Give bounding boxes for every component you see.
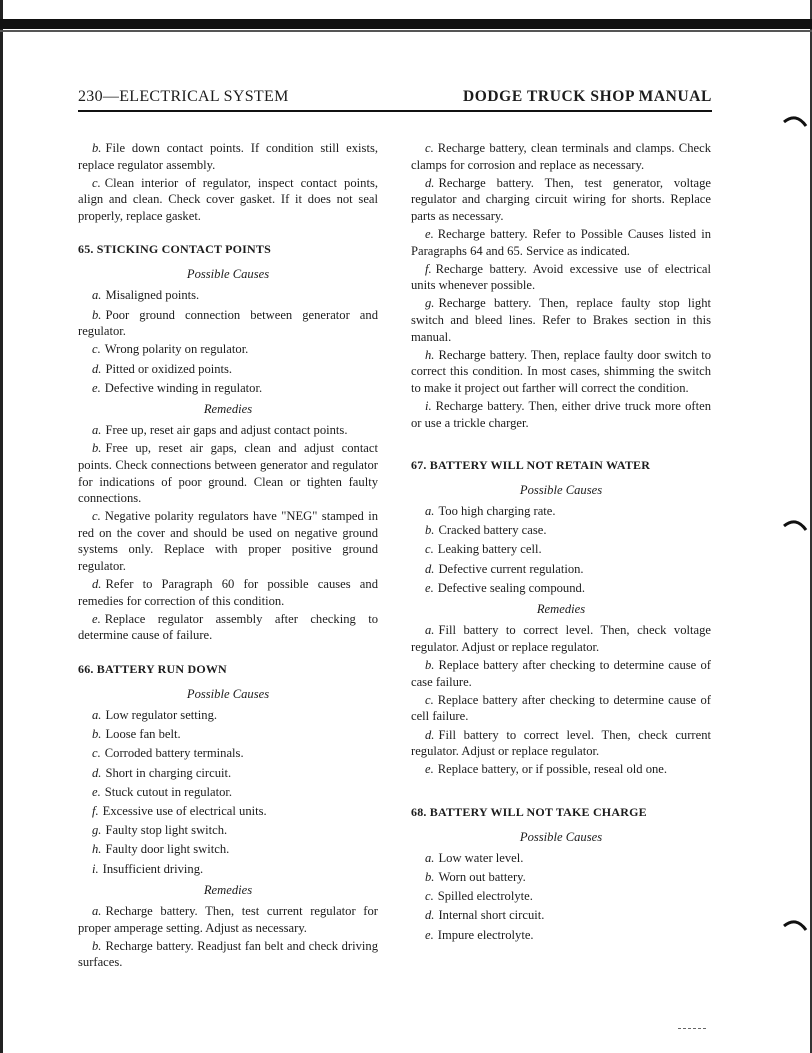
item-letter: e.: [92, 784, 101, 799]
item-text: Impure electrolyte.: [437, 927, 534, 942]
paragraph: [78, 938, 378, 971]
item-letter: g.: [92, 823, 102, 838]
item-text: Recharge battery. Readjust fan belt and check driving surfaces.: [78, 938, 378, 970]
paragraph: [78, 440, 378, 506]
item-text: Spilled electrolyte.: [437, 889, 533, 904]
item-letter: d.: [425, 561, 435, 576]
item-text: Replace regulator assembly after checking to determine cause of failure.: [78, 611, 378, 643]
subheading: Possible Causes: [186, 267, 270, 282]
item-text: Misaligned points.: [105, 288, 200, 303]
subheading: Remedies: [203, 883, 253, 898]
item-letter: c.: [92, 746, 101, 761]
scan-edge-left: [0, 0, 3, 1053]
item-letter: c.: [92, 342, 101, 357]
list-item: [78, 341, 378, 358]
item-text: Faulty door light switch.: [105, 842, 230, 857]
item-letter: i.: [92, 861, 99, 876]
list-item: [411, 541, 711, 558]
item-letter: d.: [425, 727, 435, 742]
item-text: Clean interior of regulator, inspect contact points, align and clean. Check cover gasket. If it does not seal properly, replace gasket.: [78, 175, 378, 223]
item-text: Recharge battery. Refer to Possible Causes listed in Paragraphs 64 and 65. Service as indicated.: [411, 226, 711, 258]
item-text: Internal short circuit.: [438, 908, 545, 923]
paragraph: [78, 175, 378, 225]
item-text: Stuck cutout in regulator.: [104, 784, 233, 799]
item-text: Free up, reset air gaps, clean and adjust contact points. Check connections between generator and regulator for indications of poor ground. Clean or tighten faulty connections.: [78, 441, 378, 506]
list-item: [78, 765, 378, 782]
list-item: [411, 869, 711, 886]
paragraph: [411, 761, 711, 778]
item-letter: c.: [92, 175, 101, 190]
section-heading: 67. BATTERY WILL NOT RETAIN WATER: [411, 458, 651, 473]
right-column: [411, 140, 711, 946]
item-letter: c.: [425, 141, 434, 155]
item-text: Loose fan belt.: [105, 727, 181, 742]
item-letter: a.: [92, 288, 102, 303]
section-heading: 68. BATTERY WILL NOT TAKE CHARGE: [411, 804, 647, 819]
item-text: Recharge battery. Avoid excessive use of electrical units whenever possible.: [411, 261, 711, 293]
paragraph: [411, 347, 711, 397]
paragraph: [78, 422, 378, 439]
list-item: [411, 907, 711, 924]
item-text: File down contact points. If condition still exists, replace regulator assembly.: [78, 141, 378, 172]
item-letter: h.: [425, 347, 435, 362]
item-letter: b.: [92, 441, 102, 456]
item-letter: e.: [425, 927, 434, 942]
paragraph: [411, 140, 711, 173]
subheading: Remedies: [203, 402, 253, 417]
item-text: Negative polarity regulators have "NEG" stamped in red on the cover and should be used on negative ground systems only. Replace with proper positive ground regulator.: [78, 509, 378, 574]
list-item: [78, 745, 378, 762]
item-text: Too high charging rate.: [438, 504, 556, 519]
item-text: Refer to Paragraph 60 for possible causes and remedies for correction of this condition.: [78, 577, 378, 608]
item-letter: b.: [425, 869, 435, 884]
item-text: Pitted or oxidized points.: [105, 361, 233, 376]
item-letter: d.: [92, 361, 102, 376]
item-letter: b.: [425, 658, 435, 673]
paragraph: [411, 398, 711, 431]
item-letter: f.: [92, 803, 99, 818]
list-item: [78, 726, 378, 743]
list-item: [411, 888, 711, 905]
binding-mark-icon: [782, 114, 808, 128]
left-column: [78, 140, 378, 973]
item-letter: f.: [425, 261, 432, 276]
item-letter: b.: [425, 523, 435, 538]
item-letter: b.: [92, 307, 102, 322]
list-item: [411, 850, 711, 867]
item-letter: a.: [92, 708, 102, 723]
item-letter: e.: [92, 380, 101, 395]
list-item: [411, 927, 711, 944]
paragraph: [78, 140, 378, 173]
paragraph: [411, 657, 711, 690]
item-text: Low regulator setting.: [105, 708, 218, 723]
item-letter: b.: [92, 141, 102, 155]
item-text: Free up, reset air gaps and adjust contact points.: [105, 423, 348, 438]
item-letter: e.: [425, 580, 434, 595]
paragraph: [78, 307, 378, 340]
running-header-title: DODGE TRUCK SHOP MANUAL: [462, 88, 712, 105]
item-letter: b.: [92, 938, 102, 953]
paragraph: [78, 611, 378, 644]
item-letter: c.: [425, 889, 434, 904]
header-rule: [78, 110, 712, 112]
item-letter: a.: [425, 504, 435, 519]
subheading: Possible Causes: [519, 483, 603, 498]
item-text: Cracked battery case.: [438, 523, 547, 538]
item-text: Replace battery after checking to determine cause of case failure.: [411, 658, 711, 689]
scan-top-line: [0, 30, 812, 32]
paragraph: [411, 261, 711, 294]
item-text: Low water level.: [438, 850, 524, 865]
item-letter: d.: [92, 577, 102, 592]
paragraph: [411, 295, 711, 345]
list-item: [78, 841, 378, 858]
item-text: Recharge battery, clean terminals and clamps. Check clamps for corrosion and replace as necessary.: [411, 141, 711, 172]
binding-mark-icon: [782, 518, 808, 532]
paragraph: [411, 692, 711, 725]
item-text: Fill battery to correct level. Then, check voltage regulator. Adjust or replace regulator.: [411, 623, 711, 655]
item-letter: a.: [425, 623, 435, 638]
item-letter: i.: [425, 398, 432, 413]
item-letter: c.: [92, 509, 101, 524]
subheading: Possible Causes: [519, 829, 603, 844]
paragraph: [411, 622, 711, 655]
item-text: Corroded battery terminals.: [104, 746, 244, 761]
section-heading: 65. STICKING CONTACT POINTS: [78, 242, 271, 257]
item-text: Recharge battery. Then, test generator, voltage regulator and charging circuit wiring for shorts. Replace parts as necessary.: [411, 175, 711, 223]
list-item: [78, 803, 378, 820]
list-item: [78, 707, 378, 724]
item-text: Short in charging circuit.: [105, 765, 232, 780]
list-item: [78, 784, 378, 801]
list-item: [78, 361, 378, 378]
paragraph: [411, 727, 711, 760]
item-letter: d.: [92, 765, 102, 780]
item-text: Recharge battery. Then, replace faulty stop light switch and bleed lines. Refer to Brakes section in this manual.: [411, 296, 711, 344]
subheading: Remedies: [536, 602, 586, 617]
paragraph: [78, 576, 378, 609]
item-letter: a.: [92, 904, 102, 919]
item-text: Faulty stop light switch.: [105, 823, 228, 838]
item-text: Wrong polarity on regulator.: [104, 342, 249, 357]
list-item: [411, 580, 711, 597]
list-item: [78, 287, 378, 304]
paragraph: [411, 226, 711, 259]
item-text: Poor ground connection between generator and regulator.: [78, 307, 378, 339]
item-text: Replace battery after checking to determine cause of cell failure.: [411, 692, 711, 724]
item-letter: d.: [425, 175, 435, 190]
subheading: Possible Causes: [186, 687, 270, 702]
item-text: Worn out battery.: [438, 869, 526, 884]
paragraph: [78, 903, 378, 936]
running-header-section: 230—ELECTRICAL SYSTEM: [78, 88, 289, 105]
item-letter: g.: [425, 296, 435, 311]
item-text: Defective current regulation.: [438, 561, 584, 576]
item-text: Insufficient driving.: [102, 861, 204, 876]
section-heading: 66. BATTERY RUN DOWN: [78, 662, 227, 677]
list-item: [411, 561, 711, 578]
item-letter: h.: [92, 842, 102, 857]
item-letter: b.: [92, 727, 102, 742]
paragraph: [78, 508, 378, 574]
item-text: Recharge battery. Then, test current regulator for proper amperage setting. Adjust as necessary.: [78, 904, 378, 935]
item-text: Recharge battery. Then, either drive truck more often or use a trickle charger.: [411, 398, 711, 430]
item-letter: a.: [425, 850, 435, 865]
item-letter: e.: [425, 226, 434, 241]
scan-mark: [678, 1028, 706, 1029]
list-item: [78, 861, 378, 878]
item-text: Defective winding in regulator.: [104, 380, 263, 395]
list-item: [78, 380, 378, 397]
item-text: Replace battery, or if possible, reseal old one.: [437, 762, 668, 777]
item-letter: e.: [92, 611, 101, 626]
item-text: Leaking battery cell.: [437, 542, 542, 557]
item-text: Recharge battery. Then, replace faulty door switch to correct this condition. In most cases, shimming the switch to make it project out farther will correct the condition.: [411, 347, 711, 395]
item-text: Defective sealing compound.: [437, 580, 585, 595]
item-letter: c.: [425, 542, 434, 557]
scan-top-bar: [0, 19, 812, 29]
binding-mark-icon: [782, 918, 808, 932]
item-letter: d.: [425, 908, 435, 923]
list-item: [78, 822, 378, 839]
item-letter: c.: [425, 692, 434, 707]
item-letter: a.: [92, 423, 102, 438]
list-item: [411, 503, 711, 520]
item-text: Fill battery to correct level. Then, check current regulator. Adjust or replace regulator.: [411, 727, 711, 759]
item-letter: e.: [425, 762, 434, 777]
list-item: [411, 522, 711, 539]
paragraph: [411, 175, 711, 225]
item-text: Excessive use of electrical units.: [102, 803, 267, 818]
